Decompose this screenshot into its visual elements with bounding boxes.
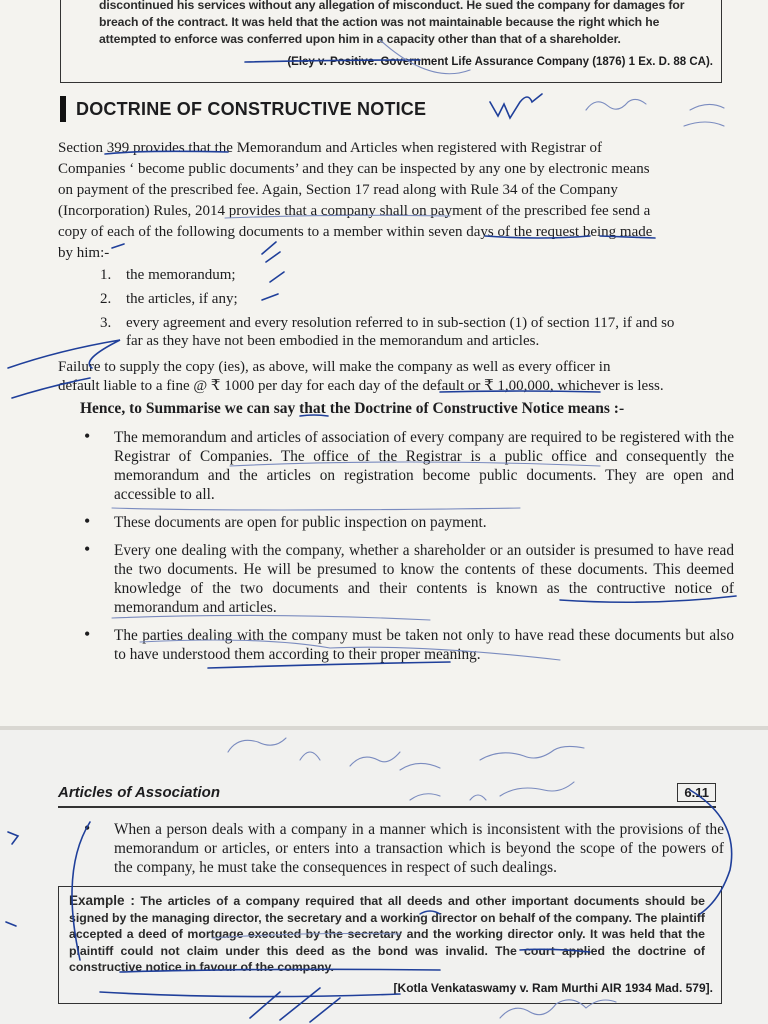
example-citation: [Kotla Venkataswamy v. Ram Murthi AIR 1934 Mad. 579]. <box>393 981 713 995</box>
list-number: 1. <box>100 267 112 283</box>
bullet-item <box>84 820 724 877</box>
section-heading: DOCTRINE OF CONSTRUCTIVE NOTICE <box>60 96 426 122</box>
list-number: 3. <box>100 315 112 331</box>
bullet-item <box>84 428 734 504</box>
summary-heading: Hence, to Summarise we can say that the Doctrine of Constructive Notice means :- <box>80 400 625 417</box>
bullet-text: These documents are open for public inspection on payment. <box>114 514 487 531</box>
case-citation: (Eley v. Positive. Government Life Assurance Company (1876) 1 Ex. D. 88 CA). <box>287 56 713 68</box>
failure-line-1: Failure to supply the copy (ies), as above, will make the company as well as every officer in <box>58 359 611 375</box>
case-box <box>60 0 722 83</box>
case-line-2: breach of the contract. It was held that the action was not maintainable because the right which he <box>99 15 660 29</box>
case-line-1: discontinued his services without any allegation of misconduct. He sued the company for damages for <box>99 0 685 12</box>
summary-bullets <box>84 428 734 673</box>
list-item-continued: far as they have not been embodied in the memorandum and articles. <box>126 333 540 349</box>
running-header: Articles of Association <box>58 784 220 801</box>
intro-line-6: by him:- <box>58 245 110 261</box>
example-label: Example : <box>69 893 135 908</box>
bullet-icon: • <box>84 426 91 446</box>
bullet-text: When a person deals with a company in a manner which is inconsistent with the provisions of the memorandum or articles, or enters into a transaction which is beyond the scope of the powers of the company, he must take the consequences in respect of such dealings. <box>114 821 724 876</box>
example-text <box>69 893 705 976</box>
failure-line-2: default liable to a fine @ ₹ 1000 per day for each day of the default or ₹ 1,00,000, whichever is less. <box>58 378 664 394</box>
intro-line-1: Section 399 provides that the Memorandum and Articles when registered with Registrar of <box>58 140 603 156</box>
intro-line-4: (Incorporation) Rules, 2014 provides that a company shall on payment of the prescribed fee send a <box>58 203 651 219</box>
bullet-item <box>84 626 734 664</box>
bullet-text: The memorandum and articles of association of every company are required to be registered with the Registrar of Companies. The office of the Registrar is a public office and consequently the memorandum and the articles on registration become public documents. They are open and accessible to all. <box>114 429 734 503</box>
bullet-item <box>84 513 734 532</box>
list-item: every agreement and every resolution referred to in sub-section (1) of section 117, if and so <box>126 315 675 331</box>
intro-line-5: copy of each of the following documents to a member within seven days of the request being made <box>58 224 653 240</box>
example-box <box>58 886 722 1004</box>
list-item: the articles, if any; <box>126 291 238 307</box>
example-body: The articles of a company required that all deeds and other important documents should be signed by the managing director, the secretary and a working director on behalf of the company. The plaintiff accepted a deed of mortgage executed by the secretary and the working director only. It was held that the plaintiff could not claim under this deed as the bond was invalid. The court applied the doctrine of constructive notice in favour of the company. <box>69 894 706 974</box>
bullet-icon: • <box>84 818 91 838</box>
case-line-3: attempted to enforce was conferred upon him in a capacity other than that of a shareholder. <box>99 32 621 46</box>
bullet-text: Every one dealing with the company, whether a shareholder or an outsider is presumed to have read the two documents. He will be presumed to know the contents of these documents. This deemed knowledge of the two documents and their contents is known as the contructive notice of memorandum and articles. <box>114 542 734 616</box>
header-rule <box>58 806 716 808</box>
bullet-icon: • <box>84 539 91 559</box>
bullet-icon: • <box>84 511 91 531</box>
page-number: 6.11 <box>677 783 716 802</box>
bullet-text: The parties dealing with the company must be taken not only to have read these documents but also to have understood them according to their proper meaning. <box>114 627 734 663</box>
bullet-item <box>84 541 734 617</box>
bullet-icon: • <box>84 624 91 644</box>
intro-line-3: on payment of the prescribed fee. Again, Section 17 read along with Rule 34 of the Company <box>58 182 618 198</box>
intro-line-2: Companies ‘ become public documents’ and they can be inspected by any one by electronic means <box>58 161 650 177</box>
list-number: 2. <box>100 291 112 307</box>
list-item: the memorandum; <box>126 267 236 283</box>
bottom-bullets <box>84 820 724 886</box>
